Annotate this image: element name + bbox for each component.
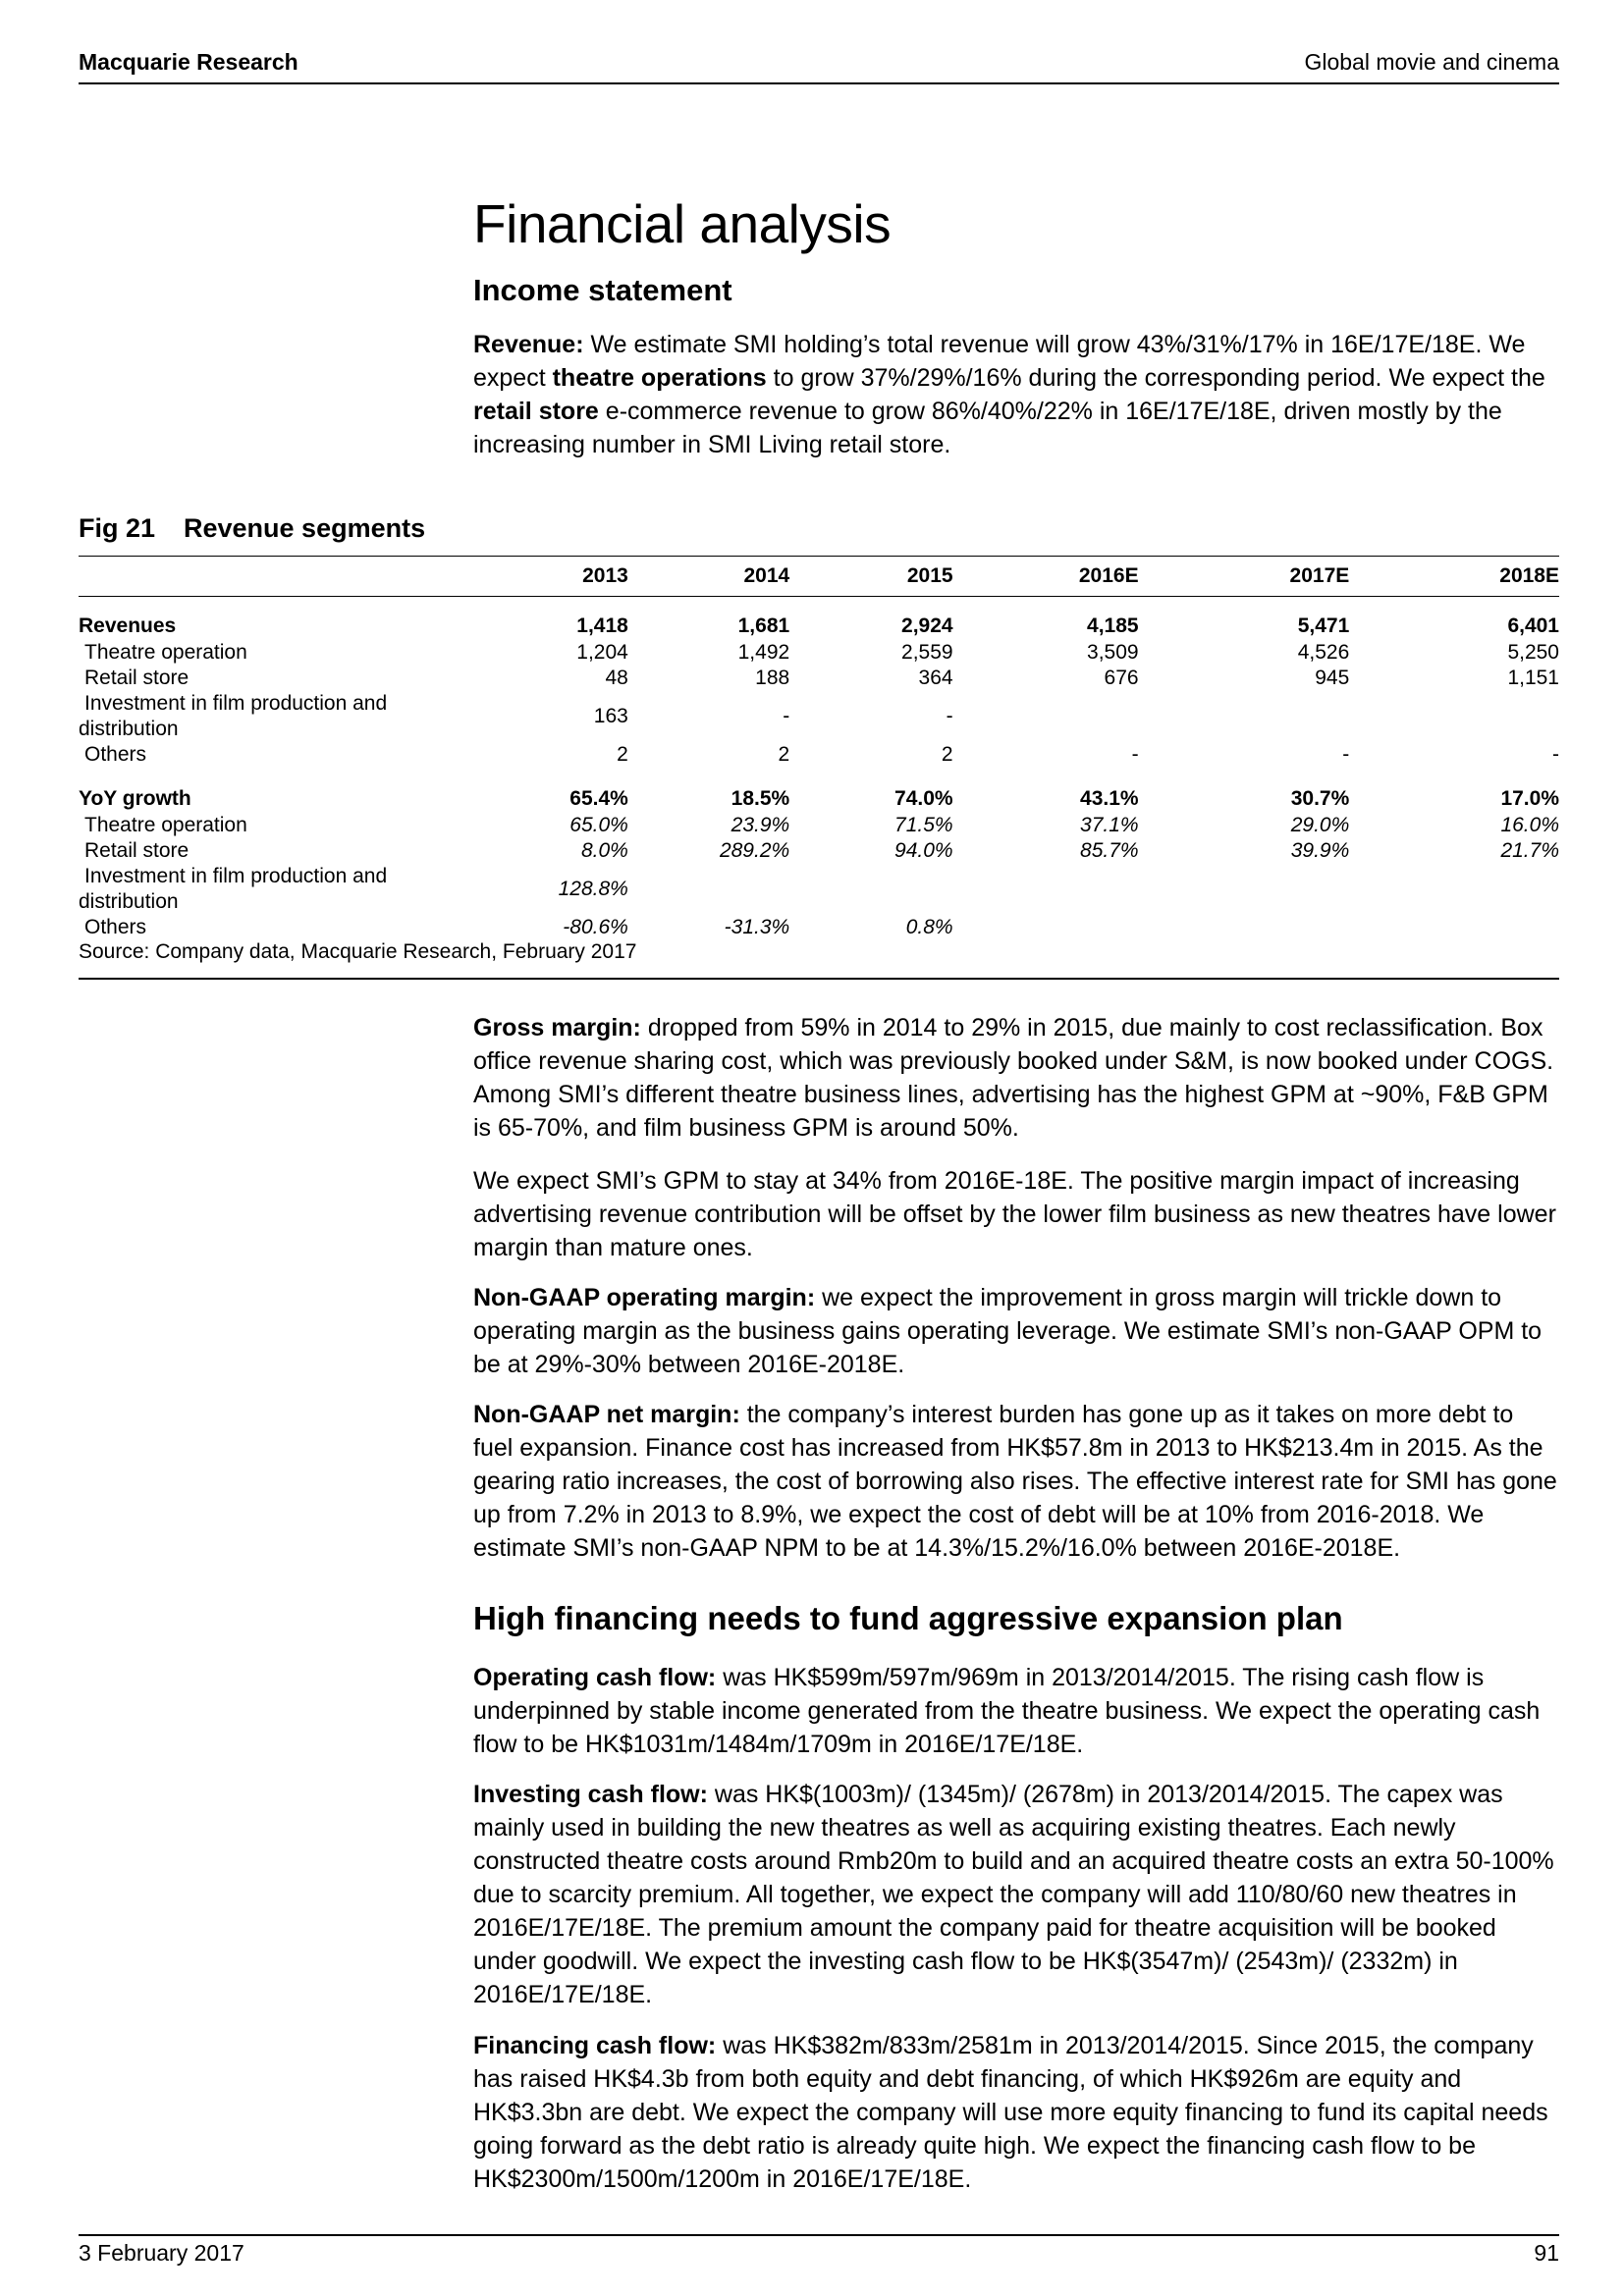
table-cell: 2,924 bbox=[901, 614, 953, 637]
theatre-operations-label: theatre operations bbox=[552, 364, 767, 392]
table-cell: 48 bbox=[605, 667, 628, 689]
table-row-yoy-growth bbox=[79, 785, 1559, 813]
column-header: 2017E bbox=[1139, 557, 1350, 597]
table-cell: - bbox=[946, 705, 953, 727]
table-cell: 39.9% bbox=[1290, 839, 1350, 862]
table-cell bbox=[1349, 864, 1559, 915]
table-cell: 23.9% bbox=[731, 814, 790, 836]
row-label: Retail store bbox=[84, 839, 189, 862]
table-row-yoy-investment bbox=[79, 864, 1559, 915]
table-cell: 5,250 bbox=[1507, 641, 1559, 664]
table-cell bbox=[953, 864, 1139, 915]
column-header: 2015 bbox=[789, 557, 952, 597]
table-cell: 29.0% bbox=[1290, 814, 1350, 836]
table-cell: 65.0% bbox=[569, 814, 628, 836]
table-cell bbox=[953, 691, 1139, 742]
table-cell: 37.1% bbox=[1080, 814, 1139, 836]
operating-cash-flow-text: was HK$599m/597m/969m in 2013/2014/2015. The rising cash flow is underpinned by stable income generated from the theatre business. We expect the operating cash flow to be HK$1031m/1484m/1709m in 2016E/17E/18E. bbox=[473, 1664, 1541, 1758]
investing-cash-flow-text: was HK$(1003m)/ (1345m)/ (2678m) in 2013/2014/2015. The capex was mainly used in building the new theatres as well as acquiring existing theatres. Each newly constructed theatre costs around Rmb20m to build and an acquired theatre costs an extra 50-100% due to scarcity premium. All together, we expect the company will add 110/80/60 new theatres in 2016E/17E/18E. The premium amount the company paid for theatre acquisition will be booked under goodwill. We expect the investing cash flow to be HK$(3547m)/ (2543m)/ (2332m) in 2016E/17E/18E. bbox=[473, 1781, 1554, 2008]
table-cell: - bbox=[1131, 743, 1139, 766]
financing-cash-flow-text: was HK$382m/833m/2581m in 2013/2014/2015. Since 2015, the company has raised HK$4.3b from both equity and debt financing, of which HK$926m are equity and HK$3.3bn are debt. We expect the company will use more equity financing to fund its capital needs going forward as the debt ratio is already quite high. We expect the financing cash flow to be HK$2300m/1500m/1200m in 2016E/17E/18E. bbox=[473, 2032, 1548, 2193]
table-cell: - bbox=[1552, 743, 1559, 766]
table-row-yoy-theatre bbox=[79, 813, 1559, 838]
table-cell: 65.4% bbox=[569, 787, 628, 810]
row-label: Theatre operation bbox=[84, 641, 247, 664]
operating-margin-paragraph bbox=[473, 1281, 1559, 1381]
table-cell bbox=[1139, 691, 1350, 742]
row-label bbox=[79, 691, 391, 742]
revenue-text-3: e-commerce revenue to grow 86%/40%/22% in 16E/17E/18E, driven mostly by the increasing number in SMI Living retail store. bbox=[473, 398, 1502, 458]
gpm-text: We expect SMI’s GPM to stay at 34% from 2016E-18E. The positive margin impact of increasing advertising revenue contribution will be offset by the lower film business as new theatres have lower margin than mature ones. bbox=[473, 1167, 1556, 1261]
gross-margin-label: Gross margin: bbox=[473, 1014, 641, 1041]
row-label: Others bbox=[84, 916, 147, 938]
table-row-revenues bbox=[79, 613, 1559, 640]
table-cell bbox=[628, 864, 789, 915]
table-cell: 2,559 bbox=[901, 641, 953, 664]
table-cell: 364 bbox=[918, 667, 953, 689]
table-cell: 1,492 bbox=[737, 641, 790, 664]
row-label-line1: Investment in film production and bbox=[84, 692, 388, 715]
table-cell: -80.6% bbox=[563, 916, 628, 938]
table-cell: -31.3% bbox=[724, 916, 790, 938]
table-cell: 94.0% bbox=[894, 839, 953, 862]
operating-margin-label: Non-GAAP operating margin: bbox=[473, 1284, 816, 1311]
table-cell: 71.5% bbox=[894, 814, 953, 836]
revenue-text-2: to grow 37%/29%/16% during the corresponding period. We expect the bbox=[766, 364, 1545, 392]
table-cell: 1,418 bbox=[576, 614, 628, 637]
financing-cash-flow-paragraph bbox=[473, 2029, 1559, 2196]
operating-margin-text: we expect the improvement in gross margin will trickle down to operating margin as the business gains operating leverage. We estimate SMI’s non-GAAP OPM to be at 29%-30% between 2016E-2018E. bbox=[473, 1284, 1543, 1378]
table-cell: 2 bbox=[941, 743, 953, 766]
row-label-line2: distribution bbox=[79, 718, 179, 740]
header-publisher: Macquarie Research bbox=[79, 49, 298, 75]
revenue-text-1: We estimate SMI holding’s total revenue will grow 43%/31%/17% in 16E/17E/18E. We expect bbox=[473, 331, 1526, 392]
revenue-label: Revenue: bbox=[473, 331, 584, 358]
table-cell: - bbox=[783, 705, 790, 727]
table-cell: 188 bbox=[755, 667, 790, 689]
net-margin-text: the company’s interest burden has gone up as it takes on more debt to fuel expansion. Finance cost has increased from HK$57.8m in 2013 to HK$213.4m in 2015. As the gearing ratio increases, the cost of borrowing also rises. The effective interest rate for SMI has gone up from 7.2% in 2013 to 8.9%, we expect the cost of debt will be at 10% from 2016-2018. We estimate SMI’s non-GAAP NPM to be at 14.3%/15.2%/16.0% between 2016E-2018E. bbox=[473, 1401, 1557, 1562]
row-label: Revenues bbox=[79, 614, 177, 637]
investing-cash-flow-paragraph bbox=[473, 1778, 1559, 2011]
table-cell: 16.0% bbox=[1500, 814, 1559, 836]
row-label-line2: distribution bbox=[79, 890, 179, 913]
gross-margin-paragraph bbox=[473, 1011, 1559, 1145]
table-header-row bbox=[79, 557, 1559, 597]
row-label-line1: Investment in film production and bbox=[84, 865, 388, 887]
row-label: Others bbox=[84, 743, 147, 766]
gpm-paragraph bbox=[473, 1164, 1559, 1264]
figure-title: Revenue segments bbox=[184, 513, 426, 543]
table-cell: 21.7% bbox=[1500, 839, 1559, 862]
gross-margin-text: dropped from 59% in 2014 to 29% in 2015, due mainly to cost reclassification. Box office revenue sharing cost, which was previously booked under S&M, is now booked under COGS. Among SMI’s different theatre business lines, advertising has the highest GPM at ~90%, F&B GPM is 65-70%, and film business GPM is around 50%. bbox=[473, 1014, 1554, 1142]
page-title: Financial analysis bbox=[473, 193, 892, 254]
table-cell: 6,401 bbox=[1507, 614, 1559, 637]
column-header: 2018E bbox=[1349, 557, 1559, 597]
table-cell: 8.0% bbox=[580, 839, 628, 862]
table-row-theatre bbox=[79, 640, 1559, 666]
column-header: 2014 bbox=[628, 557, 789, 597]
page-footer bbox=[79, 2234, 1559, 2266]
row-label bbox=[79, 864, 391, 915]
table-cell: 1,151 bbox=[1507, 667, 1559, 689]
table-source-note: Source: Company data, Macquarie Research, February 2017 bbox=[79, 940, 1559, 980]
table-cell: 1,681 bbox=[737, 614, 790, 637]
table-cell bbox=[1139, 864, 1350, 915]
page-number: 91 bbox=[1534, 2240, 1559, 2266]
table-cell: 4,526 bbox=[1297, 641, 1350, 664]
column-header: 2016E bbox=[953, 557, 1139, 597]
table-cell: 43.1% bbox=[1080, 787, 1139, 810]
header-report-title: Global movie and cinema bbox=[1304, 49, 1559, 75]
table-cell: 3,509 bbox=[1087, 641, 1139, 664]
table-cell: 4,185 bbox=[1087, 614, 1139, 637]
table-row-investment bbox=[79, 691, 1559, 742]
row-label: Theatre operation bbox=[84, 814, 247, 836]
table-row-others bbox=[79, 742, 1559, 768]
table-cell bbox=[1139, 915, 1350, 940]
table-cell: 85.7% bbox=[1080, 839, 1139, 862]
table-row-yoy-retail bbox=[79, 838, 1559, 864]
footer-date: 3 February 2017 bbox=[79, 2240, 244, 2266]
revenue-paragraph bbox=[473, 328, 1559, 461]
figure-caption bbox=[79, 513, 426, 544]
operating-cash-flow-label: Operating cash flow: bbox=[473, 1664, 717, 1691]
table-cell: - bbox=[1342, 743, 1350, 766]
row-label: YoY growth bbox=[79, 787, 191, 810]
table-cell bbox=[1349, 915, 1559, 940]
net-margin-label: Non-GAAP net margin: bbox=[473, 1401, 740, 1428]
investing-cash-flow-label: Investing cash flow: bbox=[473, 1781, 708, 1808]
column-header: 2013 bbox=[391, 557, 627, 597]
table-cell: 30.7% bbox=[1290, 787, 1350, 810]
table-cell: 17.0% bbox=[1500, 787, 1559, 810]
revenue-segments-table bbox=[79, 556, 1559, 940]
table-cell bbox=[789, 864, 952, 915]
net-margin-paragraph bbox=[473, 1398, 1559, 1565]
table-row-yoy-others bbox=[79, 915, 1559, 940]
operating-cash-flow-paragraph bbox=[473, 1661, 1559, 1761]
table-cell: 5,471 bbox=[1297, 614, 1350, 637]
page-header bbox=[79, 47, 1559, 84]
table-cell bbox=[1349, 691, 1559, 742]
table-cell: 18.5% bbox=[731, 787, 790, 810]
financing-cash-flow-label: Financing cash flow: bbox=[473, 2032, 717, 2059]
table-row-retail bbox=[79, 666, 1559, 691]
table-cell: 945 bbox=[1315, 667, 1350, 689]
table-cell: 2 bbox=[778, 743, 790, 766]
table-cell: 128.8% bbox=[558, 878, 628, 900]
section-heading-financing: High financing needs to fund aggressive expansion plan bbox=[473, 1600, 1343, 1636]
table-cell: 1,204 bbox=[576, 641, 628, 664]
table-cell: 2 bbox=[617, 743, 628, 766]
table-cell: 289.2% bbox=[719, 839, 790, 862]
row-label: Retail store bbox=[84, 667, 189, 689]
retail-store-label: retail store bbox=[473, 398, 599, 425]
table-cell: 676 bbox=[1104, 667, 1139, 689]
table-cell: 0.8% bbox=[905, 916, 953, 938]
table-cell bbox=[953, 915, 1139, 940]
figure-number: Fig 21 bbox=[79, 513, 156, 543]
table-cell: 163 bbox=[593, 705, 628, 727]
section-heading-income-statement: Income statement bbox=[473, 273, 732, 307]
table-cell: 74.0% bbox=[894, 787, 953, 810]
